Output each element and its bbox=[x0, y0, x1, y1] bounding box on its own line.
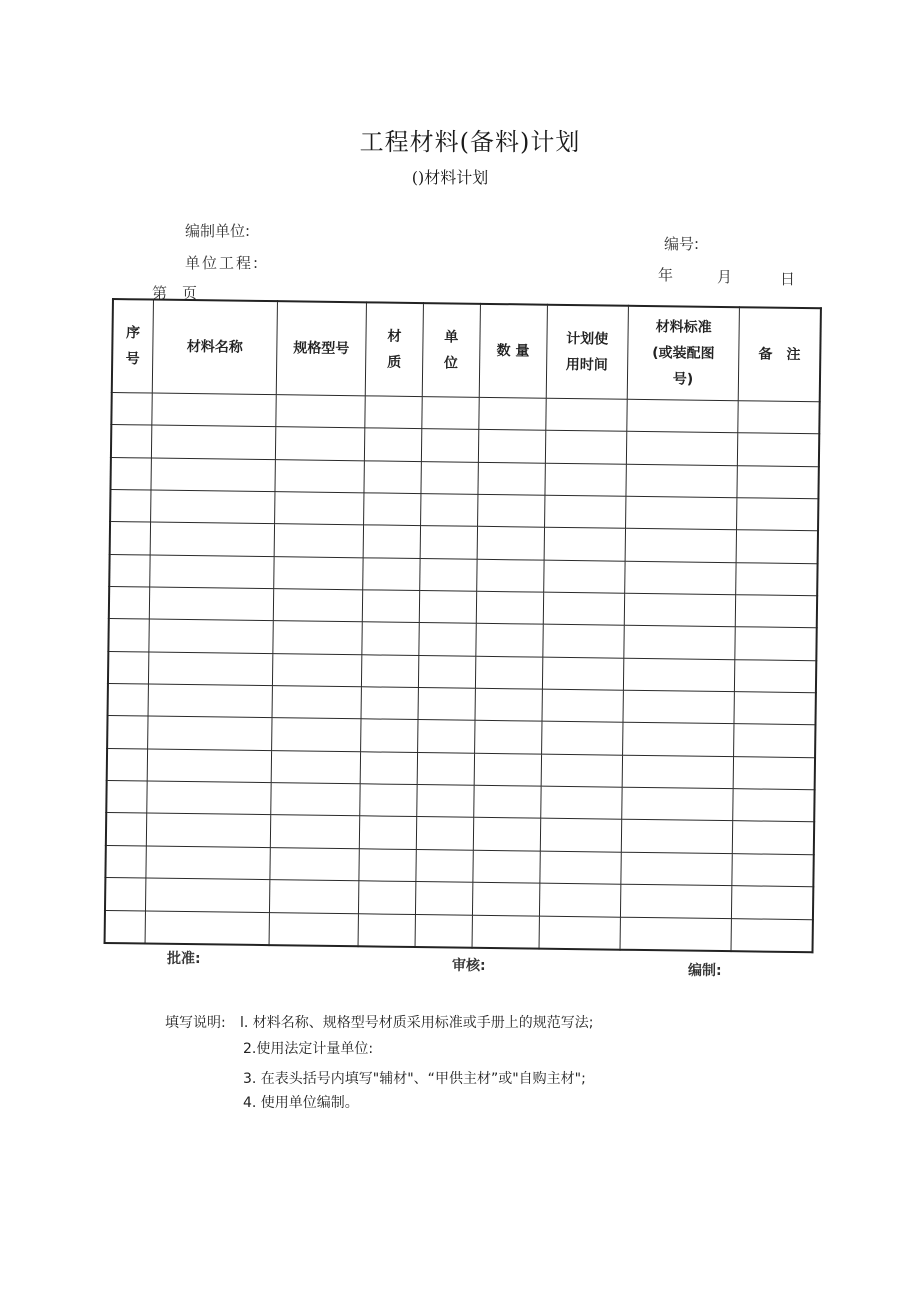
table-cell[interactable] bbox=[363, 525, 420, 558]
table-cell[interactable] bbox=[732, 853, 814, 886]
table-cell[interactable] bbox=[273, 589, 363, 623]
table-cell[interactable] bbox=[107, 716, 148, 749]
table-cell[interactable] bbox=[542, 625, 624, 658]
table-cell[interactable] bbox=[151, 458, 275, 492]
note-item-4: 4. 使用单位编制。 bbox=[243, 1095, 359, 1111]
table-cell[interactable] bbox=[361, 687, 418, 720]
note-item-1: l. 材料名称、规格型号材质采用标准或手册上的规范写法; bbox=[240, 1015, 594, 1031]
table-cell[interactable] bbox=[146, 878, 270, 912]
table-cell[interactable] bbox=[362, 590, 419, 623]
table-cell[interactable] bbox=[111, 393, 152, 426]
table-cell[interactable] bbox=[543, 560, 625, 593]
table-cell[interactable] bbox=[365, 396, 422, 429]
table-cell[interactable] bbox=[544, 495, 626, 528]
table-cell[interactable] bbox=[542, 689, 624, 722]
table-cell[interactable] bbox=[734, 692, 816, 725]
table-cell[interactable] bbox=[106, 781, 147, 814]
table-cell[interactable] bbox=[364, 461, 421, 494]
table-cell[interactable] bbox=[110, 490, 151, 523]
month-label: 月 bbox=[717, 268, 733, 286]
table-cell[interactable] bbox=[626, 432, 738, 466]
table-cell[interactable] bbox=[149, 652, 273, 686]
table-cell[interactable] bbox=[274, 556, 364, 590]
table-cell[interactable] bbox=[735, 627, 817, 660]
column-header-6: 数 量 bbox=[479, 304, 547, 398]
document-subtitle: ()材料计划 bbox=[411, 168, 489, 187]
table-cell[interactable] bbox=[418, 655, 475, 688]
table-cell[interactable] bbox=[625, 529, 737, 563]
table-cell[interactable] bbox=[149, 587, 273, 621]
table-cell[interactable] bbox=[419, 623, 476, 656]
table-cell[interactable] bbox=[422, 397, 479, 430]
table-cell[interactable] bbox=[738, 401, 820, 434]
table-cell[interactable] bbox=[542, 657, 624, 690]
table-cell[interactable] bbox=[539, 851, 621, 884]
table-cell[interactable] bbox=[734, 724, 816, 757]
table-cell[interactable] bbox=[272, 653, 362, 687]
number-label: 编号: bbox=[664, 235, 700, 253]
table-cell[interactable] bbox=[626, 464, 738, 498]
table-cell[interactable] bbox=[269, 912, 359, 946]
table-cell[interactable] bbox=[110, 522, 151, 555]
table-cell[interactable] bbox=[107, 748, 148, 781]
table-cell[interactable] bbox=[541, 754, 623, 787]
table-cell[interactable] bbox=[148, 684, 272, 718]
table-cell[interactable] bbox=[478, 397, 545, 430]
table-cell[interactable] bbox=[361, 655, 418, 688]
table-cell[interactable] bbox=[360, 752, 417, 785]
table-cell[interactable] bbox=[361, 719, 418, 752]
day-label: 日 bbox=[780, 270, 796, 288]
table-cell[interactable] bbox=[733, 821, 815, 854]
table-cell[interactable] bbox=[478, 430, 545, 463]
approve-label: 批准: bbox=[167, 951, 201, 967]
table-cell[interactable] bbox=[622, 755, 734, 789]
table-cell[interactable] bbox=[105, 845, 146, 878]
unit-project-label: 单位工程: bbox=[185, 254, 261, 272]
table-cell[interactable] bbox=[737, 498, 819, 531]
notes-label: 填写说明: bbox=[165, 1015, 226, 1031]
table-cell[interactable] bbox=[620, 884, 732, 918]
document-title: 工程材料(备料)计划 bbox=[359, 128, 581, 156]
table-cell[interactable] bbox=[358, 913, 415, 947]
table-cell[interactable] bbox=[364, 428, 421, 461]
table-cell[interactable] bbox=[736, 530, 818, 563]
table-cell[interactable] bbox=[416, 817, 473, 850]
table-cell[interactable] bbox=[273, 621, 363, 655]
table-cell[interactable] bbox=[736, 595, 818, 628]
table-cell[interactable] bbox=[539, 916, 621, 950]
table-cell[interactable] bbox=[359, 816, 416, 849]
table-cell[interactable] bbox=[475, 656, 542, 689]
table-cell[interactable] bbox=[421, 429, 478, 462]
table-cell[interactable] bbox=[473, 785, 540, 818]
table-cell[interactable] bbox=[150, 522, 274, 556]
table-cell[interactable] bbox=[624, 593, 736, 627]
table-cell[interactable] bbox=[420, 526, 477, 559]
table-cell[interactable] bbox=[623, 658, 735, 692]
table-cell[interactable] bbox=[276, 395, 366, 429]
table-cell[interactable] bbox=[543, 592, 625, 625]
table-cell[interactable] bbox=[732, 886, 814, 919]
table-cell[interactable] bbox=[274, 492, 364, 526]
year-label: 年 bbox=[658, 266, 674, 284]
table-cell[interactable] bbox=[109, 587, 150, 620]
table-cell[interactable] bbox=[360, 784, 417, 817]
table-cell[interactable] bbox=[476, 591, 543, 624]
table-cell[interactable] bbox=[108, 684, 149, 717]
table-cell[interactable] bbox=[417, 785, 474, 818]
column-header-9: 备 注 bbox=[738, 307, 820, 402]
note-item-2: 2.使用法定计量单位: bbox=[243, 1041, 374, 1057]
table-cell[interactable] bbox=[146, 813, 270, 847]
table-cell[interactable] bbox=[733, 756, 815, 789]
table-cell[interactable] bbox=[540, 819, 622, 852]
table-cell[interactable] bbox=[270, 847, 360, 881]
table-cell[interactable] bbox=[417, 720, 474, 753]
table-cell[interactable] bbox=[545, 398, 627, 431]
table-cell[interactable] bbox=[621, 787, 733, 821]
table-cell[interactable] bbox=[270, 815, 360, 849]
table-cell[interactable] bbox=[415, 882, 472, 915]
table-cell[interactable] bbox=[620, 917, 732, 951]
table-cell[interactable] bbox=[271, 718, 361, 752]
table-cell[interactable] bbox=[272, 686, 362, 720]
compile-unit-label: 编制单位: bbox=[185, 222, 251, 240]
table-cell[interactable] bbox=[275, 459, 365, 493]
column-header-7: 计划使 用时间 bbox=[546, 305, 628, 400]
table-cell[interactable] bbox=[622, 723, 734, 757]
table-cell[interactable] bbox=[416, 849, 473, 882]
table-cell[interactable] bbox=[733, 789, 815, 822]
column-header-8: 材料标准 (或装配图 号) bbox=[627, 306, 740, 401]
table-cell[interactable] bbox=[271, 783, 361, 817]
table-cell[interactable] bbox=[105, 910, 146, 944]
table-header-row bbox=[112, 299, 821, 402]
compile-label: 编制: bbox=[688, 963, 722, 979]
table-cell[interactable] bbox=[364, 493, 421, 526]
table-cell[interactable] bbox=[627, 399, 739, 433]
table-cell[interactable] bbox=[269, 880, 359, 914]
table-cell[interactable] bbox=[108, 651, 149, 684]
table-cell[interactable] bbox=[545, 463, 627, 496]
material-plan-table-wrapper bbox=[104, 298, 822, 953]
table-cell[interactable] bbox=[274, 524, 364, 558]
table-cell[interactable] bbox=[621, 820, 733, 854]
table-cell[interactable] bbox=[417, 752, 474, 785]
table-cell[interactable] bbox=[418, 688, 475, 721]
table-cell[interactable] bbox=[108, 619, 149, 652]
table-cell[interactable] bbox=[474, 753, 541, 786]
table-cell[interactable] bbox=[624, 626, 736, 660]
table-cell[interactable] bbox=[738, 433, 820, 466]
table-cell[interactable] bbox=[735, 659, 817, 692]
table-cell[interactable] bbox=[359, 849, 416, 882]
table-cell[interactable] bbox=[147, 749, 271, 783]
table-cell[interactable] bbox=[731, 918, 813, 952]
table-cell[interactable] bbox=[109, 554, 150, 587]
table-cell[interactable] bbox=[148, 716, 272, 750]
table-cell[interactable] bbox=[544, 528, 626, 561]
column-header-2: 材料名称 bbox=[152, 300, 277, 395]
table-cell[interactable] bbox=[473, 818, 540, 851]
table-cell[interactable] bbox=[359, 881, 416, 914]
column-header-4: 材 质 bbox=[365, 302, 423, 396]
table-cell[interactable] bbox=[473, 850, 540, 883]
table-cell[interactable] bbox=[152, 393, 276, 427]
table-cell[interactable] bbox=[540, 786, 622, 819]
table-cell[interactable] bbox=[106, 813, 147, 846]
table-cell[interactable] bbox=[105, 878, 146, 911]
table-cell[interactable] bbox=[146, 846, 270, 880]
table-cell[interactable] bbox=[736, 562, 818, 595]
table-cell[interactable] bbox=[472, 915, 539, 949]
table-cell[interactable] bbox=[621, 852, 733, 886]
table-cell[interactable] bbox=[474, 721, 541, 754]
review-label: 审核: bbox=[452, 958, 486, 974]
table-cell[interactable] bbox=[147, 781, 271, 815]
table-cell[interactable] bbox=[419, 591, 476, 624]
table-cell[interactable] bbox=[111, 425, 152, 458]
table-cell[interactable] bbox=[478, 462, 545, 495]
table-cell[interactable] bbox=[625, 496, 737, 530]
table-cell[interactable] bbox=[475, 688, 542, 721]
table-body bbox=[105, 393, 820, 953]
table-cell[interactable] bbox=[541, 722, 623, 755]
table-cell[interactable] bbox=[737, 465, 819, 498]
note-item-3: 3. 在表头括号内填写"辅材"、“甲供主材”或"自购主材"; bbox=[243, 1071, 586, 1087]
table-cell[interactable] bbox=[477, 527, 544, 560]
table-cell[interactable] bbox=[624, 561, 736, 595]
table-cell[interactable] bbox=[150, 555, 274, 589]
table-cell[interactable] bbox=[362, 622, 419, 655]
table-cell[interactable] bbox=[271, 750, 361, 784]
page-label: 第 页 bbox=[152, 284, 198, 302]
material-plan-table bbox=[104, 298, 822, 953]
table-cell[interactable] bbox=[151, 425, 275, 459]
column-header-3: 规格型号 bbox=[276, 301, 366, 396]
table-cell[interactable] bbox=[421, 461, 478, 494]
table-cell[interactable] bbox=[420, 494, 477, 527]
column-header-5: 单 位 bbox=[422, 303, 480, 397]
table-cell[interactable] bbox=[110, 457, 151, 490]
table-cell[interactable] bbox=[472, 882, 539, 915]
table-cell[interactable] bbox=[420, 558, 477, 591]
table-cell[interactable] bbox=[623, 690, 735, 724]
table-cell[interactable] bbox=[275, 427, 365, 461]
table-cell[interactable] bbox=[149, 619, 273, 653]
table-cell[interactable] bbox=[539, 883, 621, 916]
column-header-1: 序 号 bbox=[112, 299, 154, 393]
table-cell[interactable] bbox=[363, 558, 420, 591]
table-cell[interactable] bbox=[545, 431, 627, 464]
table-cell[interactable] bbox=[145, 910, 269, 945]
table-cell[interactable] bbox=[477, 494, 544, 527]
table-cell[interactable] bbox=[415, 914, 472, 948]
table-cell[interactable] bbox=[475, 624, 542, 657]
table-cell[interactable] bbox=[151, 490, 275, 524]
table-cell[interactable] bbox=[476, 559, 543, 592]
